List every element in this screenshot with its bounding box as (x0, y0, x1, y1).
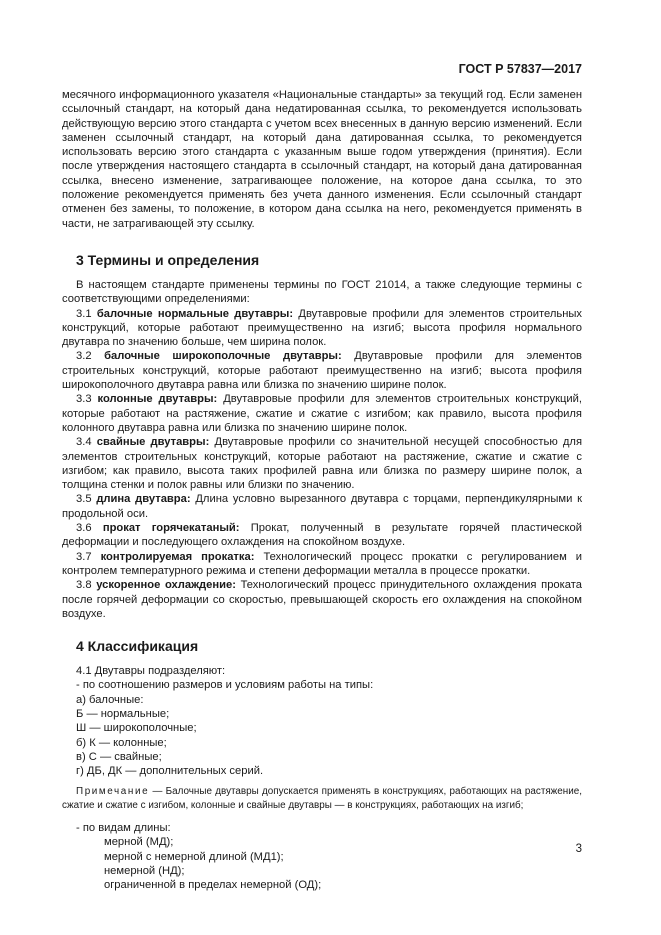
term-definition: Двутавровые профили для элементов строительных конструкций, которые работают на растяжение, сжатие и сжатие с изгибом; как правило, высота профиля колонного двутавра равна или близка по значению ширине полок. (62, 393, 583, 434)
list-item: немерной (НД); (104, 864, 185, 877)
term-item (62, 521, 582, 550)
list-item: б) К — колонные; (76, 736, 167, 749)
document-code: ГОСТ Р 57837—2017 (458, 62, 582, 76)
list-item: Ш — широкополочные; (76, 722, 197, 735)
term-name: ускоренное охлаждение: (96, 579, 236, 592)
page-number: 3 (575, 843, 582, 855)
term-item (62, 435, 582, 492)
section-4-heading: 4 Классификация (76, 638, 199, 655)
term-number: 3.5 (76, 493, 92, 506)
list-item: мерной с немерной длиной (МД1); (104, 850, 284, 863)
page-content (62, 88, 582, 893)
term-number: 3.7 (76, 550, 92, 563)
term-item (62, 392, 582, 435)
note-paragraph (62, 785, 582, 813)
section-3-heading: 3 Термины и определения (76, 251, 260, 268)
classification-lead: 4.1 Двутавры подразделяют: (76, 665, 226, 678)
term-name: балочные широкополочные двутавры: (104, 350, 342, 363)
term-definition: Прокат, полученный в результате горячей пластической деформации и последующего охлаждения на спокойном воздухе. (62, 522, 583, 549)
list-item: мерной (МД); (104, 836, 174, 849)
term-number: 3.1 (76, 307, 92, 320)
type-list (62, 693, 582, 779)
term-number: 3.8 (76, 579, 92, 592)
term-definition: Длина условно вырезанного двутавра с торцами, перпендикулярными к продольной оси. (62, 493, 582, 520)
term-name: длина двутавра: (96, 493, 191, 506)
term-definition: Двутавровые профили для элементов строительных конструкций, которые работают преимущественно на изгиб; высота профиля нормального двутавра по значению больше, чем ширина полок. (62, 307, 583, 349)
length-list (62, 835, 582, 892)
term-item (62, 492, 582, 521)
term-definition: Двутавровые профили для элементов строительных конструкций, которые работают преимущественно на изгиб; высота профиля широкополочного двутавра равна или близка по значению ширине полок. (62, 350, 583, 392)
term-definition: Технологический процесс принудительного охлаждения проката после горячей деформации со скоростью, превышающей скорость его охлаждения на спокойном воздухе. (62, 579, 582, 620)
term-number: 3.2 (76, 350, 92, 363)
list-item: в) С — свайные; (76, 750, 162, 763)
list-item: а) балочные: (76, 693, 144, 706)
classification-by-ratio: - по соотношению размеров и условиям работы на типы: (76, 679, 374, 692)
term-name: контролируемая прокатка: (100, 550, 255, 563)
term-definition: Технологический процесс прокатки с регулированием и контролем температурного режима и степени деформации металла в процессе прокатки. (62, 550, 583, 577)
list-item: г) ДБ, ДК — дополнительных серий. (76, 765, 264, 778)
term-item (62, 349, 582, 392)
term-number: 3.6 (76, 522, 92, 535)
term-name: колонные двутавры: (97, 393, 218, 406)
note-text: — Балочные двутавры допускается применять в конструкциях, работающих на растяжение, сжатие и сжатие с изгибом, колонные и свайные двутавры — в конструкциях, работающих на изгиб; (62, 786, 582, 812)
list-item: Б — нормальные; (76, 707, 170, 720)
term-name: прокат горячекатаный: (102, 522, 240, 535)
classification-by-length: - по видам длины: (76, 822, 171, 835)
term-number: 3.4 (76, 436, 92, 449)
term-item (62, 550, 582, 579)
term-definition: Двутавровые профили со значительной несущей способностью для элементов строительных конструкций, которые работают на растяжение, сжатие и сжатие с изгибом; как правило, высота таких профилей равна или близка по размеру ширине полок, а толщина стенки и полок равны или близки по значению. (62, 436, 583, 492)
term-name: балочные нормальные двутавры: (96, 307, 294, 320)
section-3-intro: В настоящем стандарте применены термины по ГОСТ 21014, а также следующие термины с соответствующими определениями: (62, 278, 582, 306)
term-name: свайные двутавры: (96, 436, 210, 449)
term-item (62, 578, 582, 621)
term-number: 3.3 (76, 393, 92, 406)
list-item: ограниченной в пределах немерной (ОД); (104, 879, 322, 892)
intro-paragraph: месячного информационного указателя «Национальные стандарты» за текущий год. Если заменен ссылочный стандарт, на который дана недатированная ссылка, то рекомендуется использовать действующую версию этого стандарта с учетом всех внесенных в данную версию изменений. Если заменен ссылочный стандарт, на который дана датированная ссылка, то рекомендуется использовать версию этого стандарта с указанным выше годом утверждения (принятия). Если после утверждения настоящего стандарта в ссылочный стандарт, на который дана датированная ссылка, внесено изменение, затрагивающее положение, на которое дана ссылка, то это положение рекомендуется применять без учета данного изменения. Если ссылочный стандарт отменен без замены, то положение, в котором дана ссылка на него, рекомендуется применять в части, не затрагивающей эту ссылку. (62, 89, 582, 230)
terms-list (62, 307, 582, 622)
term-item (62, 307, 582, 350)
note-label: Примечание (76, 786, 150, 798)
